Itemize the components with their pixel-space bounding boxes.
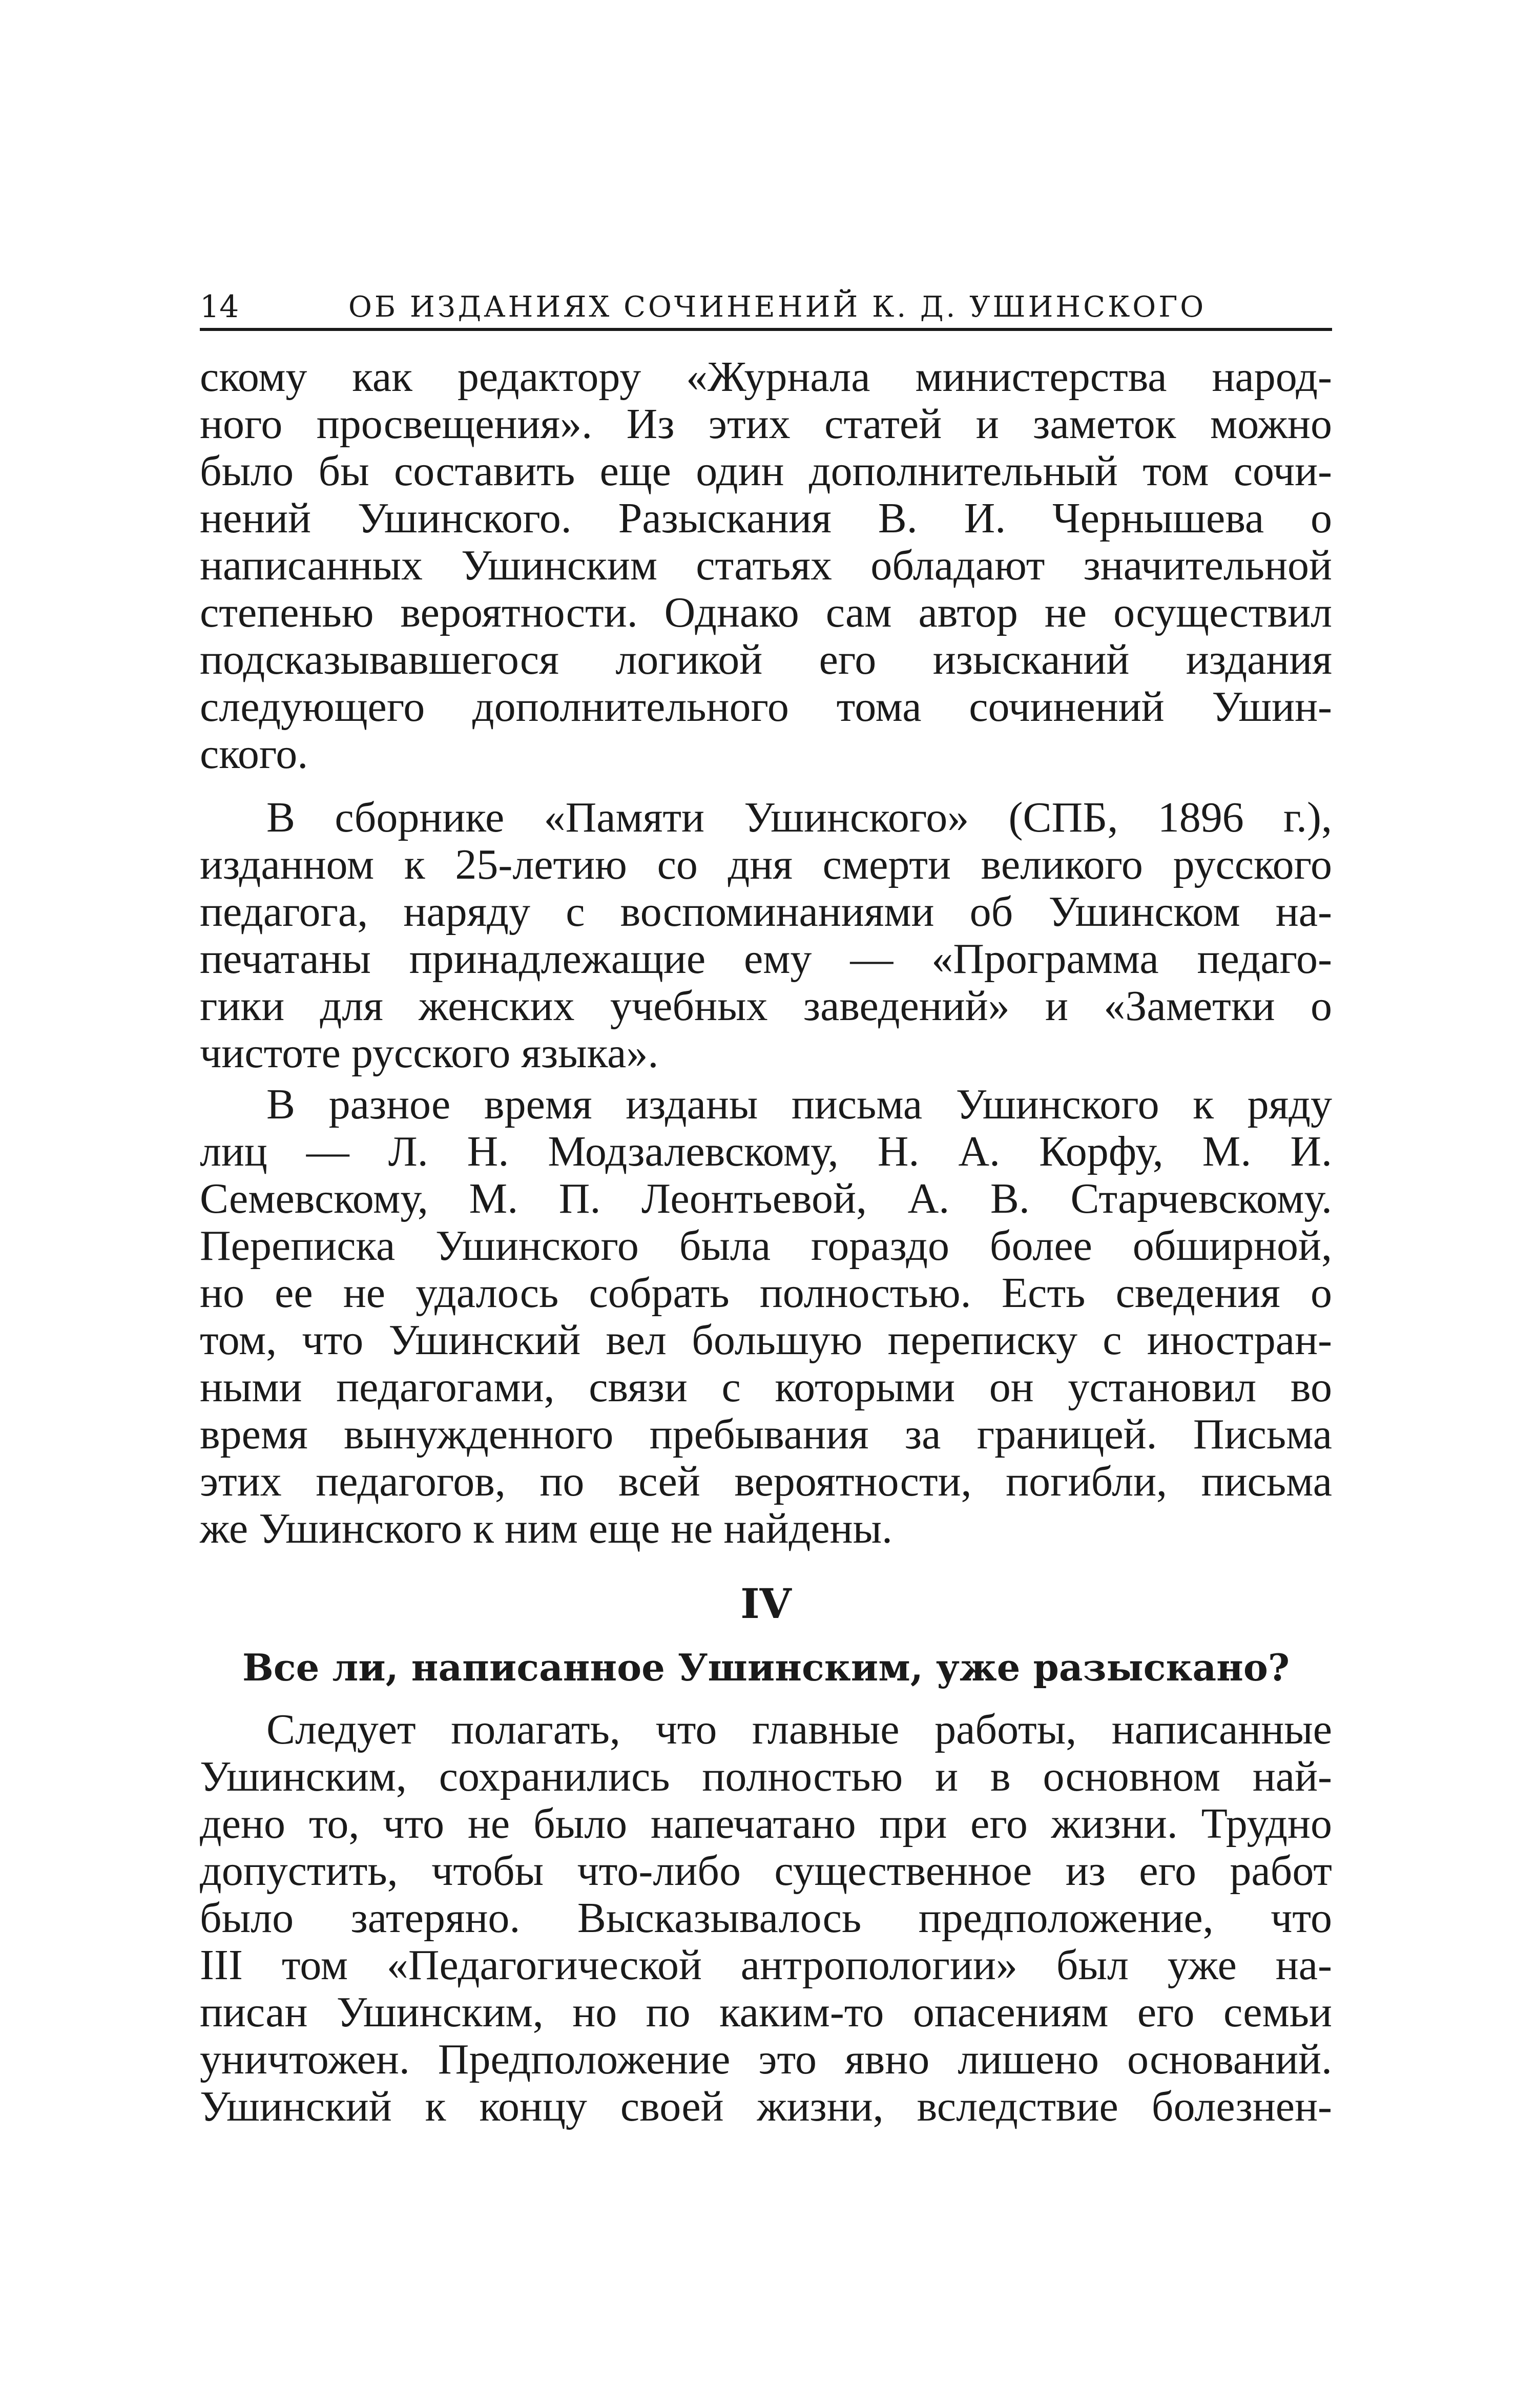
text-line: написанных Ушинским статьях обладают значительной (200, 542, 1332, 589)
text-line: лиц — Л. Н. Модзалевскому, Н. А. Корфу, М. И. (200, 1128, 1332, 1175)
section-number: IV (740, 1580, 792, 1628)
text-line: ского. (200, 730, 308, 778)
text-line: Следует полагать, что главные работы, написанные (266, 1706, 1332, 1753)
text-line: Семевскому, М. П. Леонтьевой, А. В. Старчевскому. (200, 1175, 1332, 1222)
text-line: же Ушинского к ним еще не найдены. (200, 1505, 893, 1552)
text-line: том, что Ушинский вел большую переписку с иностран- (200, 1316, 1332, 1364)
text-line: В разное время изданы письма Ушинского к ряду (266, 1081, 1332, 1128)
text-line: изданном к 25-летию со дня смерти великого русского (200, 841, 1332, 888)
running-header (200, 287, 1332, 331)
text-line: В сборнике «Памяти Ушинского» (СПБ, 1896 г.), (266, 794, 1332, 841)
text-line: дено то, что не было напечатано при его жизни. Трудно (200, 1800, 1332, 1847)
text-line: этих педагогов, по всей вероятности, погибли, письма (200, 1458, 1332, 1505)
text-line: степенью вероятности. Однако сам автор не осуществил (200, 589, 1332, 636)
text-line: нений Ушинского. Разыскания В. И. Чернышева о (200, 494, 1332, 542)
text-line: следующего дополнительного тома сочинений Ушин- (200, 683, 1332, 731)
text-line: Ушинский к концу своей жизни, вследствие болезнен- (200, 2083, 1332, 2130)
text-line: писан Ушинским, но по каким-то опасениям его семьи (200, 1988, 1332, 2036)
text-line: Переписка Ушинского была гораздо более обширной, (200, 1222, 1332, 1270)
text-line: печатаны принадлежащие ему — «Программа педаго- (200, 935, 1332, 983)
text-line: было бы составить еще один дополнительный том сочи- (200, 447, 1332, 495)
text-line: Ушинским, сохранились полностью и в основном най- (200, 1753, 1332, 1800)
text-line: ными педагогами, связи с которыми он установил во (200, 1363, 1332, 1411)
text-line: чистоте русского языка». (200, 1029, 659, 1077)
text-line: допустить, чтобы что-либо существенное из его работ (200, 1847, 1332, 1895)
paragraph-letters (200, 1081, 1332, 1552)
text-line: III том «Педагогической антропологии» был уже на- (200, 1941, 1332, 1989)
text-line: скому как редактору «Журнала министерства народ- (200, 353, 1332, 401)
text-line: было затеряно. Высказывалось предположение, что (200, 1894, 1332, 1942)
section-title: Все ли, написанное Ушинским, уже разыскано? (242, 1646, 1290, 1689)
text-line: ного просвещения». Из этих статей и заметок можно (200, 400, 1332, 448)
running-title: ОБ ИЗДАНИЯХ СОЧИНЕНИЙ К. Д. УШИНСКОГО (348, 290, 1207, 324)
paragraph-continuation (200, 354, 1332, 778)
paragraph-memorial-collection (200, 794, 1332, 1077)
text-line: уничтожен. Предположение это явно лишено оснований. (200, 2036, 1332, 2083)
page-number: 14 (200, 289, 239, 325)
text-line: педагога, наряду с воспоминаниями об Ушинском на- (200, 888, 1332, 936)
text-line: гики для женских учебных заведений» и «Заметки о (200, 982, 1332, 1030)
text-line: время вынужденного пребывания за границей. Письма (200, 1410, 1332, 1458)
text-line: подсказывавшегося логикой его изысканий издания (200, 636, 1332, 683)
paragraph-section-iv (200, 1706, 1332, 2130)
text-line: но ее не удалось собрать полностью. Есть сведения о (200, 1269, 1332, 1317)
